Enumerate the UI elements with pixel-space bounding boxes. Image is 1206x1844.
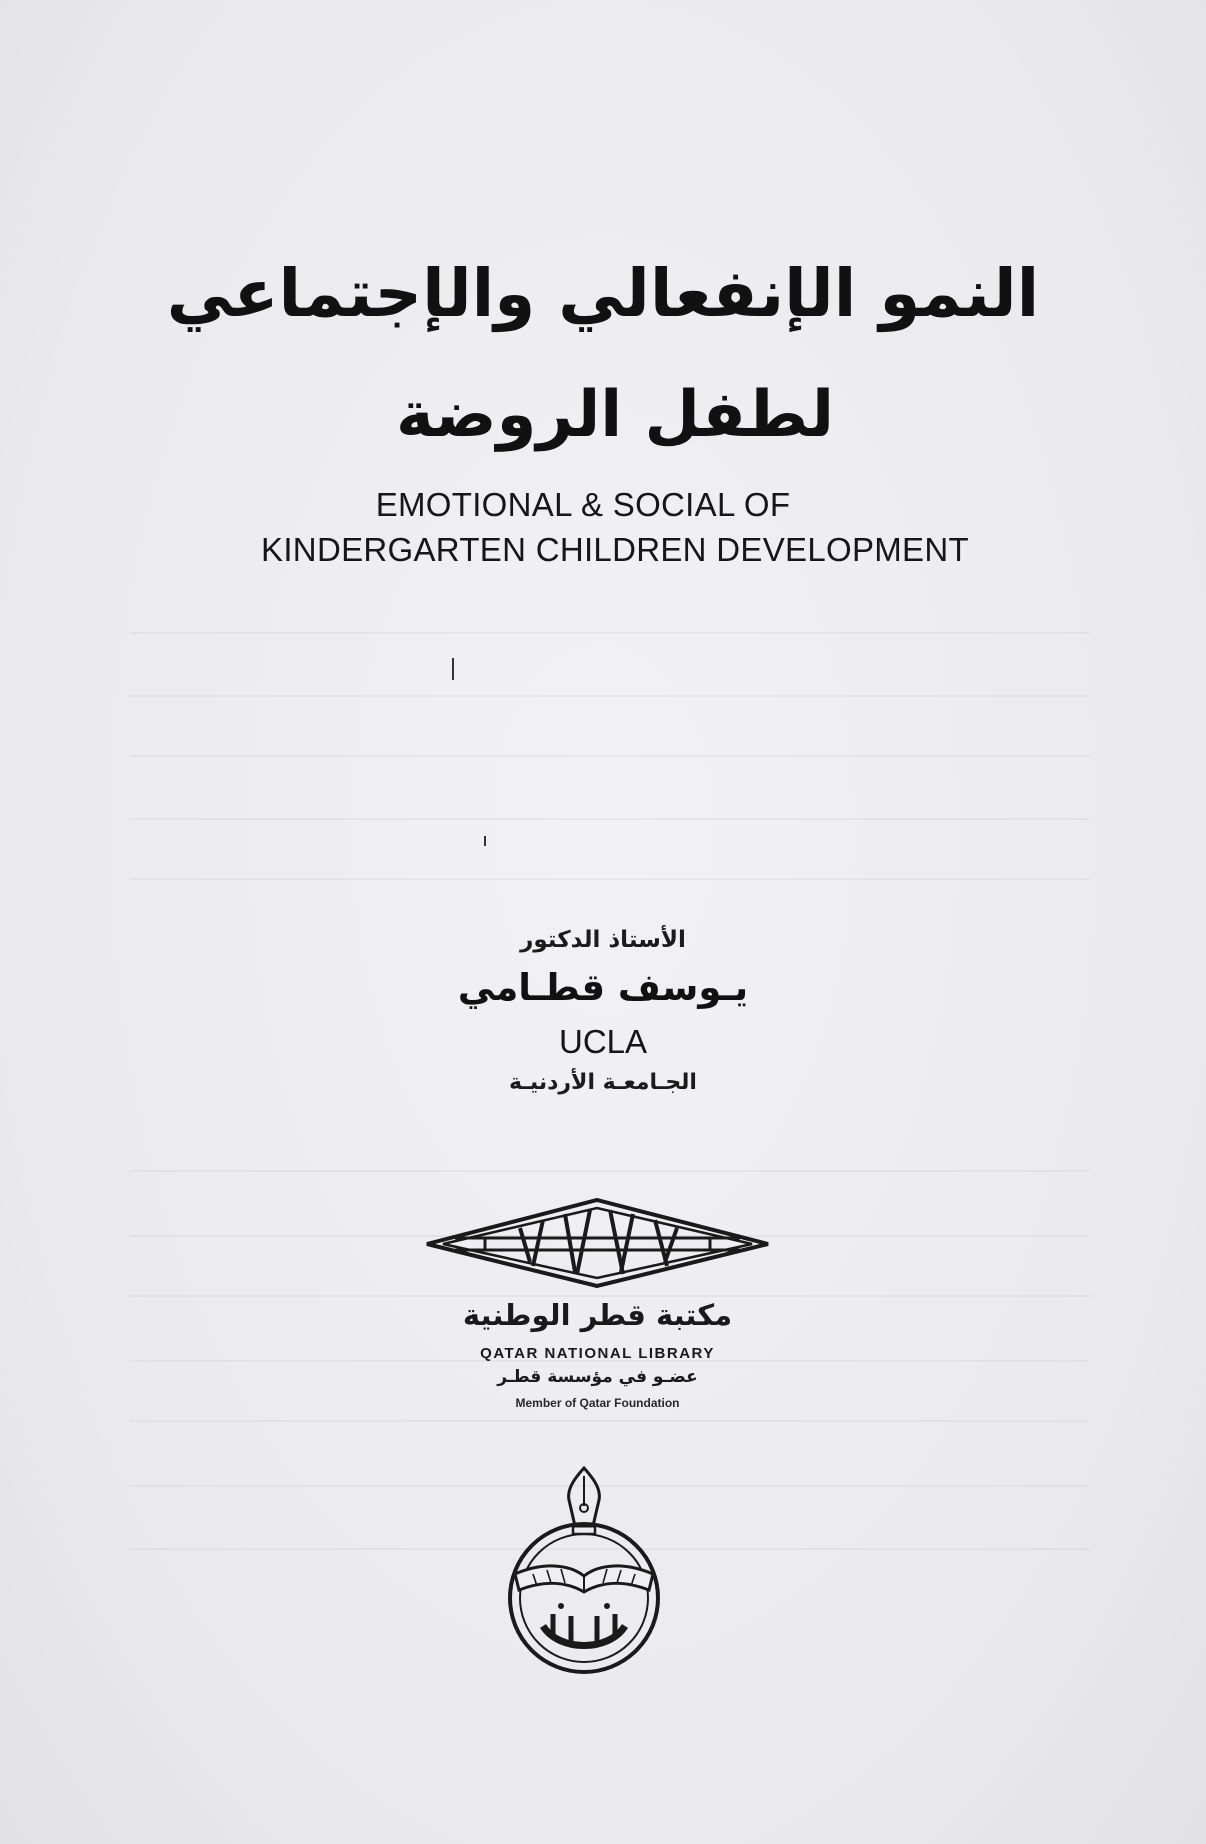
library-member-arabic: عضـو في مؤسسة قطـر	[497, 1367, 698, 1387]
show-through-line	[130, 695, 1090, 697]
author-name: يـوسف قطـامي	[457, 966, 749, 1009]
library-member-english: Member of Qatar Foundation	[515, 1396, 680, 1410]
library-name-arabic: مكتبة قطر الوطنية	[462, 1298, 733, 1332]
show-through-line	[130, 755, 1090, 757]
author-university: الجـامعـة الأردنيـة	[509, 1070, 697, 1095]
stray-mark	[452, 658, 454, 680]
library-name-english: QATAR NATIONAL LIBRARY	[480, 1345, 715, 1362]
show-through-line	[130, 1170, 1090, 1172]
show-through-line	[130, 632, 1090, 634]
title-english-line-2: KINDERGARTEN CHILDREN DEVELOPMENT	[261, 531, 969, 568]
library-emblem-icon	[425, 1198, 770, 1288]
title-english-line-1: EMOTIONAL & SOCIAL OF	[375, 486, 791, 523]
stray-mark	[484, 836, 486, 846]
author-affiliation: UCLA	[558, 1023, 648, 1060]
title-arabic-line-2: لطفل الروضة	[395, 378, 835, 452]
title-arabic-line-1: النمو الإنفعالي والإجتماعي	[166, 255, 1040, 332]
author-honorific: الأستاذ الدكتور	[520, 927, 686, 953]
show-through-line	[130, 878, 1090, 880]
show-through-line	[130, 818, 1090, 820]
publisher-logo-icon	[503, 1466, 665, 1676]
